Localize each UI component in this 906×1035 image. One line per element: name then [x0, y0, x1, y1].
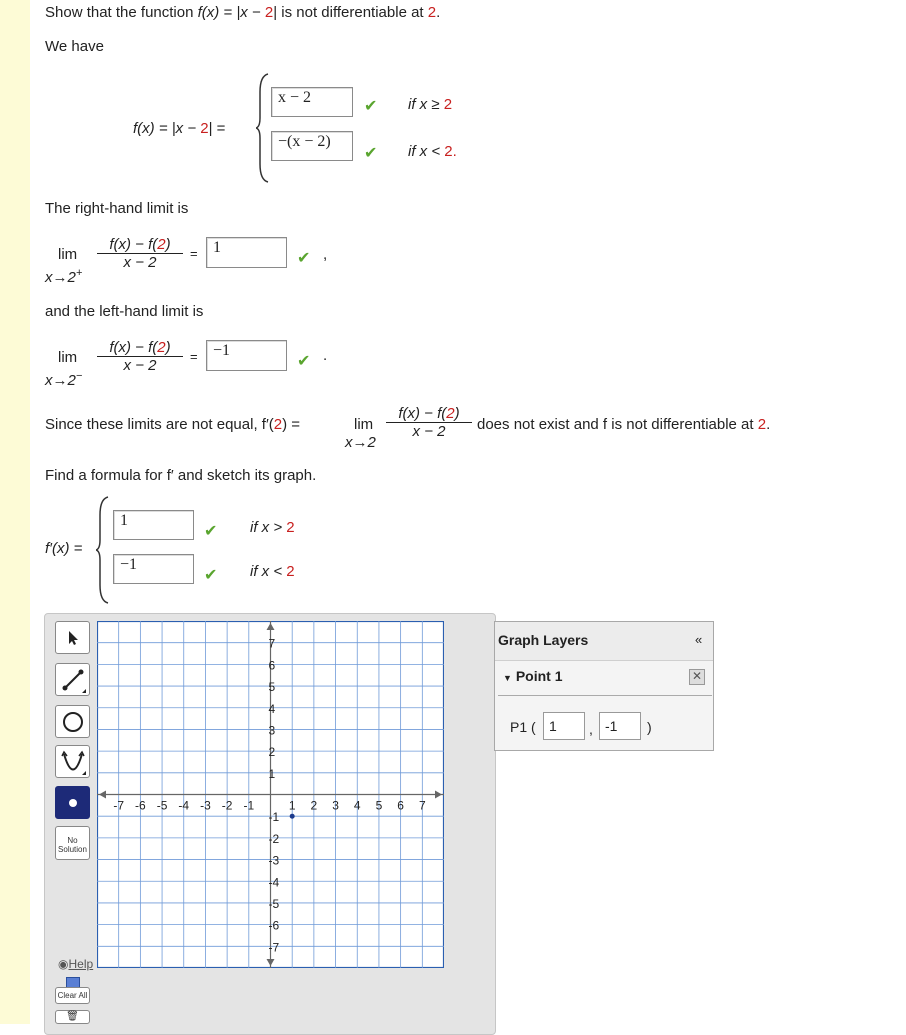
circle-tool[interactable] — [55, 705, 90, 738]
left-limit-answer-input[interactable]: −1 — [206, 340, 287, 371]
point-tool[interactable] — [55, 786, 90, 819]
line-tool[interactable] — [55, 663, 90, 696]
right-limit-label: The right-hand limit is — [45, 200, 189, 217]
left-brace — [96, 495, 110, 605]
y-tick-label: -4 — [268, 875, 280, 890]
conclusion-fraction: $\frac{f(x) - f(2)}{x - 2}$ — [386, 405, 472, 440]
y-tick-label: -3 — [268, 853, 280, 868]
y-tick-label: -7 — [268, 940, 280, 955]
chevron-down-icon: ▼ — [503, 673, 512, 683]
delete-layer-icon[interactable]: ✕ — [689, 669, 705, 685]
conclusion-lim-sub: x→2 — [345, 434, 376, 451]
right-lim-word: lim — [58, 246, 78, 263]
check-icon: ✔ — [204, 567, 218, 584]
derivative-row1-condition: if x > 2 — [250, 519, 295, 536]
x-tick-label: 2 — [310, 798, 318, 813]
point-icon — [68, 798, 78, 808]
select-arrow-tool[interactable] — [55, 621, 90, 654]
right-limit-fraction: $\frac{f(x) - f(2)}{x - 2}$ — [97, 236, 183, 271]
derivative-row2-input[interactable]: −1 — [113, 554, 194, 584]
check-icon: ✔ — [297, 353, 311, 370]
graph-layers-title: Graph Layers — [498, 632, 589, 648]
line-segment-icon — [60, 667, 86, 693]
right-limit-answer-input[interactable]: 1 — [206, 237, 287, 268]
x-tick-label: 3 — [332, 798, 339, 813]
derivative-lhs: f′(x) = — [45, 540, 83, 557]
piecewise-row1-input[interactable]: x − 2 — [271, 87, 353, 117]
check-icon: ✔ — [364, 145, 378, 162]
x-tick-label: -6 — [135, 798, 146, 813]
parabola-tool[interactable] — [55, 745, 90, 778]
piecewise-row2-input[interactable]: −(x − 2) — [271, 131, 353, 161]
piecewise-row2-condition: if x < 2. — [408, 143, 457, 160]
y-tick-label: -1 — [268, 810, 280, 825]
comma: , — [589, 721, 593, 737]
help-link[interactable]: ◉Help — [58, 957, 94, 971]
y-tick-label: -5 — [268, 896, 280, 911]
period: . — [323, 347, 328, 364]
left-brace — [256, 72, 270, 184]
check-icon: ✔ — [204, 523, 218, 540]
left-lim-word: lim — [58, 349, 78, 366]
graph-layers-panel — [494, 621, 714, 751]
check-icon: ✔ — [364, 98, 378, 115]
comma: , — [323, 246, 328, 263]
right-lim-sub: x→2+ — [45, 267, 83, 286]
piecewise-row1-condition: if x ≥ 2 — [408, 96, 453, 113]
no-solution-button[interactable]: No Solution — [55, 826, 90, 860]
conclusion-text-b: does not exist and f is not differentiable at 2. — [477, 416, 771, 433]
collapse-panel-button[interactable]: « — [695, 632, 703, 647]
left-limit-fraction: $\frac{f(x) - f(2)}{x - 2}$ — [97, 339, 183, 374]
circle-icon — [61, 710, 85, 734]
equals-sign: = — [190, 246, 198, 261]
piecewise-lhs: f(x) = |x − 2| = — [133, 120, 226, 137]
x-tick-label: 7 — [418, 798, 426, 813]
plotted-point — [290, 814, 295, 819]
point-y-input[interactable]: -1 — [599, 712, 641, 740]
y-tick-label: 4 — [268, 701, 276, 716]
left-lim-sub: x→2− — [45, 370, 83, 389]
problem-statement: Show that the function f(x) = |x − 2| is not differentiable at 2. — [45, 4, 441, 21]
x-tick-label: -1 — [243, 798, 255, 813]
y-tick-label: 7 — [268, 636, 276, 651]
y-tick-label: 5 — [268, 680, 276, 695]
point-x-input[interactable]: 1 — [543, 712, 585, 740]
coordinate-grid[interactable] — [97, 621, 444, 968]
point-label: P1 ( — [510, 719, 536, 735]
y-tick-label: -6 — [268, 918, 280, 933]
y-tick-label: 2 — [268, 745, 276, 760]
clear-all-button[interactable]: Clear All — [55, 987, 90, 1004]
left-margin-bar — [0, 0, 30, 1024]
derivative-row1-input[interactable]: 1 — [113, 510, 194, 540]
x-tick-label: -3 — [200, 798, 211, 813]
parabola-icon — [60, 749, 86, 775]
y-tick-label: 1 — [268, 766, 276, 781]
y-tick-label: 6 — [268, 658, 276, 673]
derivative-prompt: Find a formula for f′ and sketch its graph. — [45, 467, 317, 484]
trash-icon: 🗑 — [66, 1011, 79, 1022]
derivative-row2-condition: if x < 2 — [250, 563, 295, 580]
check-icon: ✔ — [297, 250, 311, 267]
we-have-label: We have — [45, 38, 104, 55]
y-tick-label: -2 — [268, 831, 280, 846]
delete-button[interactable] — [55, 1010, 90, 1024]
x-tick-label: 6 — [397, 798, 404, 813]
x-tick-label: -7 — [113, 798, 125, 813]
layer-divider — [498, 695, 712, 696]
conclusion-lim-word: lim — [354, 416, 374, 433]
x-tick-label: -4 — [178, 798, 190, 813]
close-paren: ) — [647, 719, 652, 735]
x-tick-label: -5 — [156, 798, 168, 813]
x-tick-label: 1 — [288, 798, 296, 813]
conclusion-text-a: Since these limits are not equal, f′(2) = — [45, 416, 301, 433]
x-tick-label: 4 — [353, 798, 361, 813]
left-limit-label: and the left-hand limit is — [45, 303, 204, 320]
equals-sign: = — [190, 349, 198, 364]
layer-row-point-1[interactable]: ▼ Point 1 — [503, 668, 563, 684]
help-icon: ◉ — [58, 957, 69, 971]
x-tick-label: 5 — [375, 798, 383, 813]
pointer-icon — [66, 630, 80, 646]
y-tick-label: 3 — [268, 723, 276, 738]
x-tick-label: -2 — [221, 798, 233, 813]
